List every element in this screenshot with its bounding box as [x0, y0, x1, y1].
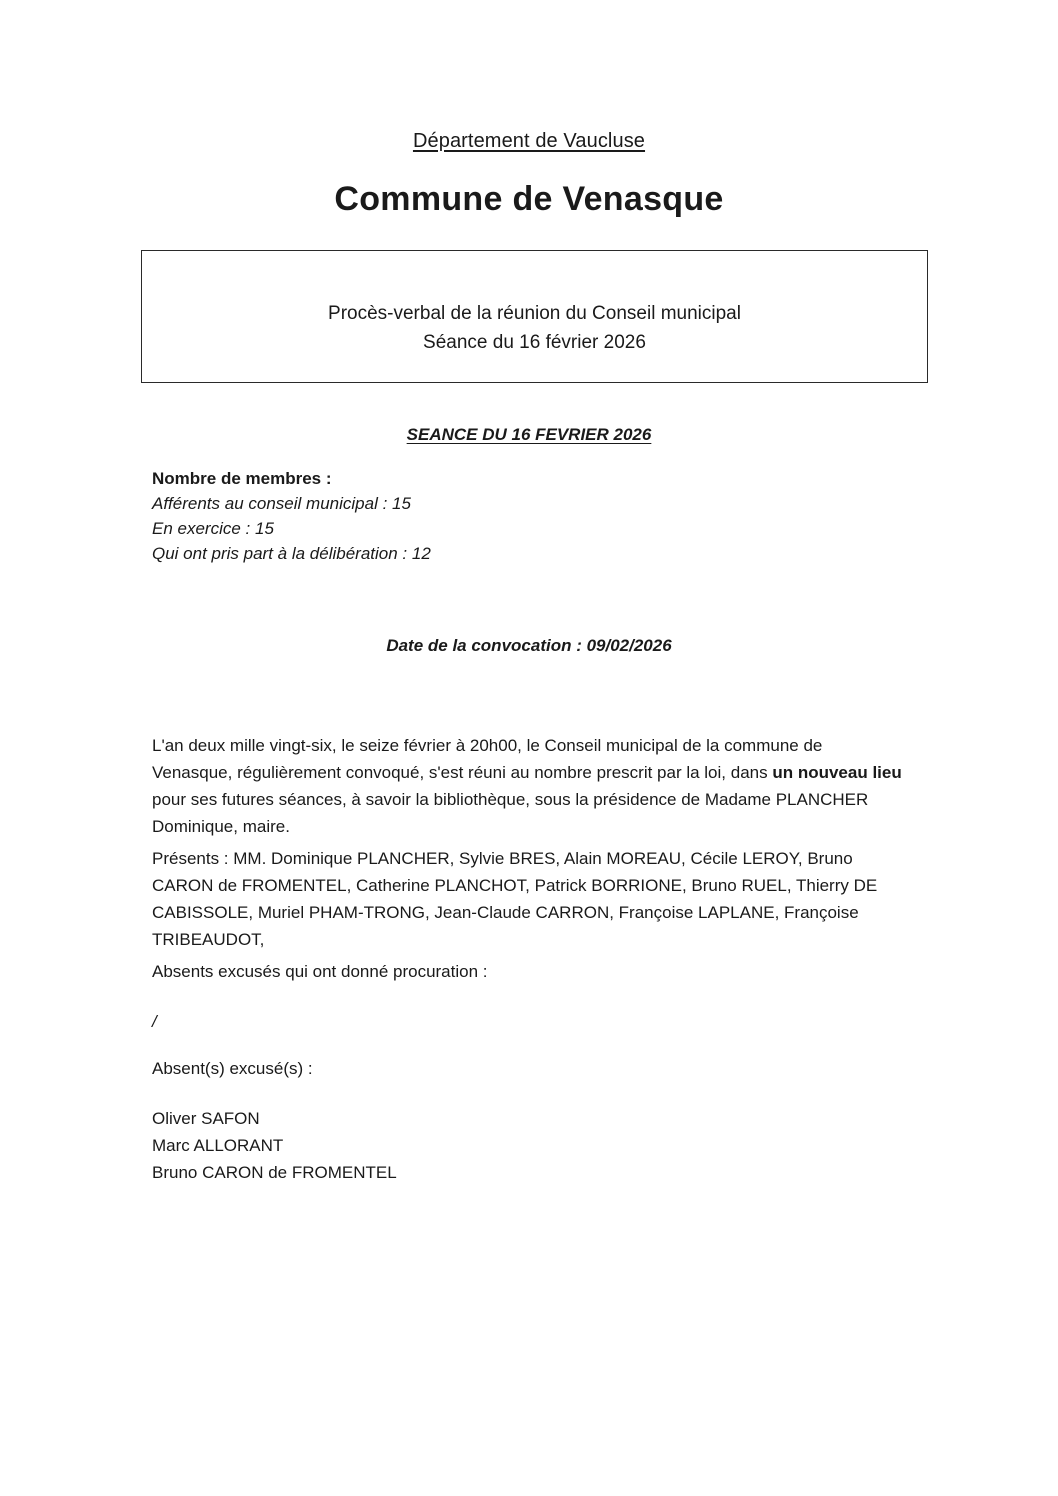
- attendees-text: Présents : MM. Dominique PLANCHER, Sylvie BRES, Alain MOREAU, Cécile LEROY, Bruno CARON de FROMENTEL, Catherine PLANCHOT, Patrick BORRIONE, Bruno RUEL, Thierry DE CABISSOLE, Muriel PHAM-TRONG, Jean-Claude CARRON, Françoise LAPLANE, Françoise TRIBEAUDOT,: [152, 849, 878, 949]
- attendees-paragraph: [152, 845, 906, 953]
- absentee-item: Marc ALLORANT: [152, 1136, 284, 1155]
- absentees-label-text: Absent(s) excusé(s) :: [152, 1059, 313, 1078]
- intro-text-part-1: L'an deux mille vingt-six, le seize février à 20h00, le Conseil municipal de la commune de Venasque, régulièrement convoqué, s'est réuni au nombre prescrit par la loi, dans: [152, 736, 823, 782]
- department-heading: [0, 128, 1058, 154]
- intro-emphasis: un nouveau lieu: [772, 763, 902, 782]
- proxy-absentees-label-text: Absents excusés qui ont donné procuration :: [152, 962, 488, 981]
- members-count-block: [152, 466, 752, 566]
- members-deliberation: Qui ont pris part à la délibération : 12: [152, 544, 431, 563]
- members-en-exercice: En exercice : 15: [152, 519, 274, 538]
- members-afferents: Afférents au conseil municipal : 15: [152, 494, 411, 513]
- proxy-absentees-label: [152, 958, 906, 985]
- absentee-item: Bruno CARON de FROMENTEL: [152, 1163, 397, 1182]
- members-count-title: Nombre de membres :: [152, 469, 332, 488]
- minutes-title-line-2: Séance du 16 février 2026: [423, 332, 646, 353]
- absentee-item: Oliver SAFON: [152, 1109, 260, 1128]
- absentees-label: [152, 1055, 906, 1082]
- session-heading-text: SEANCE DU 16 FEVRIER 2026: [406, 425, 652, 444]
- minutes-title-box-content: [142, 299, 927, 357]
- page-title: Commune de Venasque: [334, 180, 724, 218]
- proxy-absentees-value-text: /: [152, 1012, 157, 1031]
- department-heading-text: Département de Vaucluse: [412, 130, 646, 152]
- minutes-title-box: [141, 250, 928, 383]
- session-heading: [0, 424, 1058, 446]
- convocation-date: Date de la convocation : 09/02/2026: [386, 636, 672, 655]
- absentees-list: [152, 1105, 906, 1186]
- intro-text-part-2: pour ses futures séances, à savoir la bibliothèque, sous la présidence de Madame PLANCHER Dominique, maire.: [152, 790, 869, 836]
- minutes-title-line-1: Procès-verbal de la réunion du Conseil municipal: [328, 303, 741, 324]
- proxy-absentees-value: [152, 1008, 906, 1035]
- intro-paragraph: [152, 732, 906, 840]
